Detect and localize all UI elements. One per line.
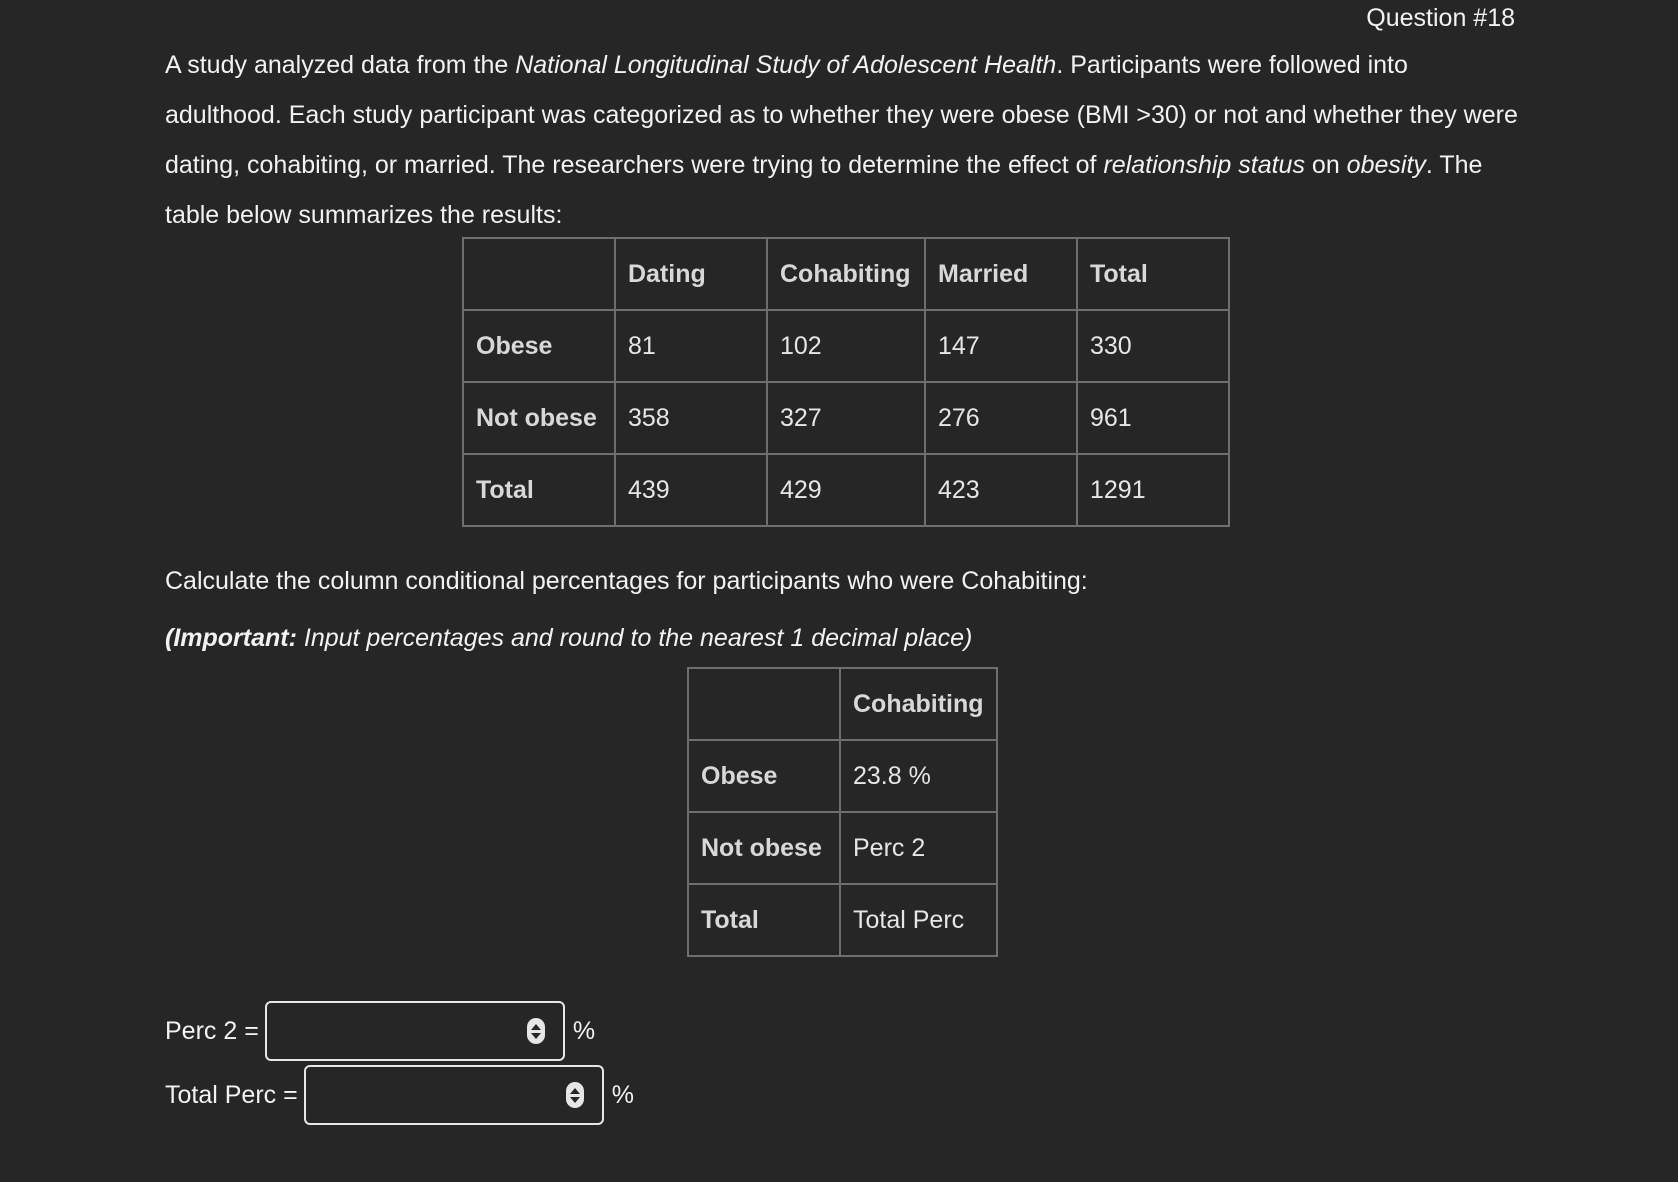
column-header: Cohabiting [767, 238, 925, 310]
row-header: Not obese [463, 382, 615, 454]
table-cell: Total Perc [840, 884, 997, 956]
table-corner-cell [463, 238, 615, 310]
table-cell: 23.8 % [840, 740, 997, 812]
table-cell: 147 [925, 310, 1077, 382]
table-row [688, 812, 997, 884]
table-cell: 358 [615, 382, 767, 454]
conditional-table [687, 667, 998, 957]
important-open-paren: ( [165, 624, 174, 652]
table-cell: 327 [767, 382, 925, 454]
column-header: Married [925, 238, 1077, 310]
response-variable: obesity [1346, 151, 1426, 179]
table-header-row [463, 238, 1229, 310]
row-header: Total [463, 454, 615, 526]
table-cell: Perc 2 [840, 812, 997, 884]
explanatory-variable: relationship status [1103, 151, 1305, 179]
intro-text-2: . Participants were followed into adulthood. Each study participant was categorized as to whether they were obese (BMI >30) or not and whether they were dating, cohabiting, or married. The researchers were trying to determine the effect of [165, 51, 1518, 179]
table-cell: 961 [1077, 382, 1229, 454]
total-perc-label: Total Perc = [165, 1080, 298, 1109]
intro-text-4: . The table below summarizes the results: [165, 151, 1483, 229]
instruction-text: Calculate the column conditional percentages for participants who were Cohabiting: [165, 567, 1088, 595]
question-number: Question #18 [1366, 4, 1515, 32]
column-header: Dating [615, 238, 767, 310]
table-cell: 276 [925, 382, 1077, 454]
stepper-icon[interactable] [566, 1082, 584, 1108]
table-row [688, 740, 997, 812]
intro-text-3: on [1304, 151, 1347, 179]
perc2-field-row [165, 1001, 595, 1061]
table-row [463, 310, 1229, 382]
table-cell: 102 [767, 310, 925, 382]
row-header: Obese [688, 740, 840, 812]
total-perc-input[interactable] [304, 1065, 604, 1125]
table-cell: 330 [1077, 310, 1229, 382]
row-header: Obese [463, 310, 615, 382]
table-cell: 439 [615, 454, 767, 526]
table-row [463, 454, 1229, 526]
intro-text-1: A study analyzed data from the [165, 51, 516, 79]
total-perc-field-row [165, 1065, 634, 1125]
table-header-row [688, 668, 997, 740]
table-cell: 1291 [1077, 454, 1229, 526]
column-header: Total [1077, 238, 1229, 310]
total-perc-unit: % [611, 1080, 634, 1109]
question-intro [165, 40, 1525, 240]
table-cell: 81 [615, 310, 767, 382]
perc2-unit: % [572, 1016, 596, 1045]
important-label: Important: [173, 624, 297, 652]
contingency-table [462, 237, 1230, 527]
perc2-label: Perc 2 = [165, 1016, 259, 1045]
table-corner-cell [688, 668, 840, 740]
important-text: Input percentages and round to the nearest 1 decimal place) [296, 624, 973, 652]
table-row [688, 884, 997, 956]
table-row [463, 382, 1229, 454]
stepper-icon[interactable] [527, 1018, 545, 1044]
column-header: Cohabiting [840, 668, 997, 740]
table-cell: 429 [767, 454, 925, 526]
table-cell: 423 [925, 454, 1077, 526]
study-name: National Longitudinal Study of Adolescent Health [515, 51, 1057, 79]
row-header: Not obese [688, 812, 840, 884]
important-note [165, 624, 972, 653]
perc2-input[interactable] [265, 1001, 565, 1061]
row-header: Total [688, 884, 840, 956]
